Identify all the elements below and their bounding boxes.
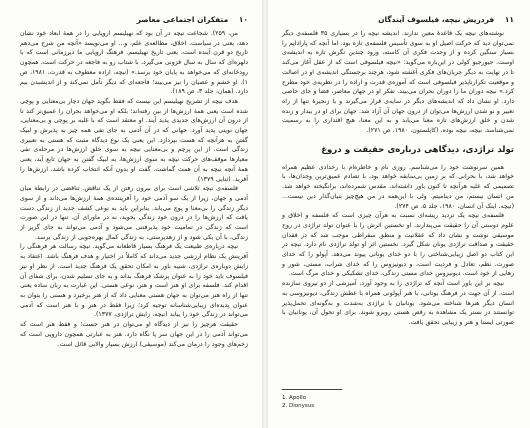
- left-page: [0, 0, 262, 428]
- right-paragraph: همین سرنوشت خود را می‌شناسم. روزی نام و خاطره‌ام با رخدادی عظیم همراه خواهد شد، با بحرانی که بر زمین بی‌سابقه خواهد بود، با تصادم عمیق‌ترین وجدان‌ها، با تصمیمی که علیه هرآنچه تا کنون باور داشته‌اند، مقدس شمرده‌اند، برانگیخته خواهد شد. من انسان نیستم، من دینامیتم. ولی با این‌همه در من هیچ‌چیز بنیان‌گذار دین نیست... (نیچه، اینک آن انسان، ۱۹۸۰، جلد ۵، ص ۲۷۴).: [282, 163, 514, 210]
- footnote-rule: [282, 389, 342, 390]
- left-running-title: متفکران اجتماعی معاصر: [136, 15, 229, 24]
- left-paragraph: من، ۲۵۹). شجاعت نیچه در آن بود که نهیلیسم اروپایی را در همهٔ ابعاد خود نشان دهد، یعنی در سیاست، اخلاق، مطالعه‌ی علم، و... او می‌نویسد «آنچه من شرح می‌دهم تاریخ دو قرن آینده است، یعنی تاریخ نهیلیسم. فرهنگ اروپایی ما دیرزمانی است که با دلهره‌ای که سال به سال فزونی می‌گیرد، با شتاب رو به فاجعه در حرکت است، همچون رودخانه‌ای که می‌خواهد به پایان خود برسد.» (نیچه، اراده معطوف به قدرت، ۱۹۸۱، ص ۱). او خشم و عصیان را نیز می‌بیند؛ فاجعه‌ای که دیگر تأمل نمی‌کند و از اندیشیدن بیم دارد. (همان، جلد ۳، ص ۱۸۹).: [20, 30, 248, 96]
- left-paragraph: هدف نیچه از تشریح نهیلیسم این نیست که فقط بگوید جهان دچار بی‌معنایی و پوچی شده است یعنی همهٔ ارزش‌ها از بین رفته‌اند؛ بلکه او می‌خواهد بحران را عمیق‌تر کند تا از درون آن ارزش‌های جدیدی پدید آیند. او معتقد است که با غلبه بر پوچی و بی‌معنایی، جهان نوینی پدید آورد. جهانی که در آن آدمی به جای تفی همه چیز به پذیرش و لبیک گفتن به هرآنچه که هست بپردازد. این یعنی یک نوع دیدگاه مثبت که هستی به تعبیری زندگی است. از این پرچم و بی‌معنایی نیچه به سوی خلق ارزش‌ها در مرحله‌ی نفی معیارها موقف‌های حرکت نیچه به سوی ارزش‌ها، به لبیک گفتن به جهان تابع آید، یعنی همهٔ آنچه نیچه به آن همت گماشت. گفت او بدون آنکه انتخاب کرده باشد، ارزش‌ها را آفرید. (ثنایی ۱۳۷۹).: [20, 97, 248, 183]
- footnote: 1. Apollo: [282, 395, 307, 401]
- left-page-body: [20, 29, 248, 349]
- left-page-number: ۱۰: [238, 15, 248, 24]
- right-page: [268, 0, 530, 428]
- right-paragraph: نیچه بر این باور است آنچه که تراژدی را به وجود آورد، آمیزشی از دو نیروی سازنده است. از آن جهت در فرهنگ یونانی، با هنر آپولونی همراه با عطش زندگی، دیونیزوسی به انسان دیگر هنرها شناخته می‌شود. یونانیان با تراژدی به‌شدت و به‌گونه‌ای تحمل‌پذیر توانستند در بستر یک مشاهده به رقص هستی روبرو شوند. برای او تحول آن، یونانیان با صورتی ایستا و هنر و زیبایی تحقق یافت.: [282, 280, 514, 326]
- right-running-title: فردریش نیچه، فیلسوف آیندگان: [378, 15, 495, 24]
- left-page-header: [20, 14, 248, 25]
- right-paragraph: نوشته‌های نیچه یک قاعدهٔ معین ندارند. اندیشه نیچه را در بسیاری ۳۵ فلسفه‌ی دیگر نمی‌توان دید که حرکت اصیل او به سوی تأسیس فلسفه‌ی تازه بود. اما آنچه که پارادایم را بسیار سنگین کرده و از وحدت فکری آن کاسته، ورود چندین نگرش تازه به اندیشه‌ی اوست. جیورجیو کولی در این‌باره می‌گوید: «نیچه فیلسوفی است که از عقل آغاز می‌کند تا در نهایت به دیگر جریان‌های فکری آغشته شود، هرچند برجستگی اندیشه‌ی او در اصالت و موقعیت تکرارناپذیر فیلسوفی است که آموزه‌ی قدرت و اراده را در نظریه‌ی خود مطرح کرد.» نیچه دوران ما را دوران بحران می‌بیند. تفکر او در جهان معاصر، فضا و جای خاصی دارد. او نشان داد که اندیشه‌های دیگر در سایه‌ی قرار می‌گیرند و با زنجیرهٔ تنها از راه تغییر و نو شدن ارزش‌ها می‌توان از درون جهان آن آزاد شد. جهان برای او در بیدار و زنده شدن و خلق ارزش‌های تازه معنا می‌یابد و به این معنا، هیچ اقتداری را به رسمیت نمی‌شناسد. نیچه، نیچه بوده. (کاپلستون، ۱۹۸۰، ص ۲۷۱).: [282, 30, 514, 135]
- left-paragraph: نیچه درباره‌ی طبیعت یک فرهنگ بسیار قاطعانه می‌گوید. نیچه رسالت هر فرهنگی را آفرینش یک نظام ارزشی جدید می‌داند که کاملاً در اختیار و هدف فرهنگ باشد. اعتقاد به زایش دوباره‌ی تراژدی، شبیه باور به امکان تحقق یک فرهنگ جدید است. از نظر او نیز فیلسوف باید خود را به عنوان پزشک فرهنگ بداند و به جای تسلیم شدن، برای شفای آن اقدام کند. فلسفه برای او هنر است و هنر، نوعی هستی. این عبارت به زبان ساده یعنی تنها از راه هنر می‌توان به جهان هستی معنایی داد که از هنر برخیزد و هستی را بتوان به عنوان پدیده‌ای زیبایی‌شناسانه توجیه کرد؛ زیرا فقط در هنر و با هنر است که آدمی می‌تواند در زندگی خود را بیابد (نیچه، زایش تراژدی، ۱۳۷۷).: [20, 243, 248, 319]
- section-heading: تولد تراژدی، دیدگاهی درباره‌ی حقیقت و دروغ: [321, 144, 514, 155]
- left-paragraph: حقیقت هرچیز را نیز از دیدگاه او می‌توان در هنر جست؛ و فقط هنر است که می‌تواند آدمی را در این جهان سر پا نگاه دارد. هنر به عبارتی همچون دارویی است که زخم‌های وجود را درمان می‌کند (موسیقی) ارزش بسیار والایی قائل است.: [20, 321, 248, 348]
- right-page-number: ۱۱: [504, 15, 514, 24]
- footnotes: [282, 389, 512, 410]
- left-paragraph: فلسفه‌ی نیچه تلاشی است برای بیرون رفتن از یک تناقض. تناقضی در رابطهٔ میان آدمی و جهان، زیرا از یک سو آدمی خود را آفریننده‌ی همهٔ ارزش‌ها می‌داند و از سوی دیگر زندگی را بی‌معنا و پوچ می‌یابد. بنابراین باید به نوعی کشف جدید از زندگی دست یافت که ارزش‌ها را در درون خود زندگی بجوید، نه در ماورای آن. تنها در این صورت است که زندگی در تمامیت خود پذیرفتنی می‌شود و آدمی می‌تواند به جای گریز از زندگی، با آن یکی شود و از زهدپرستی، به زندگی کمال بهره‌جویی از زندگی برسد.: [20, 185, 248, 241]
- right-page-header: [282, 14, 514, 25]
- right-page-body: [282, 29, 514, 328]
- right-paragraph: فلسفه‌ی نیچه یک تردید ریشه‌ای نسبت به هرآن چیزی است که فلسفه و اخلاق و علوم دوستی آن را حقیقت می‌پندارند. او نخستین اثرش را با عنوان تولد تراژدی در روح موسیقی نوشت و نشان داد که عقلانیت و منطق سقراطی موجب شد که در فقدان حقیقت و صداقت تراژدی یونان شکل گیرد. نخستین اثر او تولد تراژدی نام دارد. نیچه در این کتاب دو اصل زیبایی‌شناختی را با دو خدای یونانی پیوند می‌دهد. آپولو را که خدای صورت، نظم، تعادل و فردیت است، و دیونیزوس را که خدای شراب، مستی، شور و رهایی از خود است. دیونیزوس خدای مستی زندگی، خدای تشکیکی و خدای مرگ است.: [282, 212, 514, 278]
- footnote: 2. Dionysus: [282, 403, 315, 409]
